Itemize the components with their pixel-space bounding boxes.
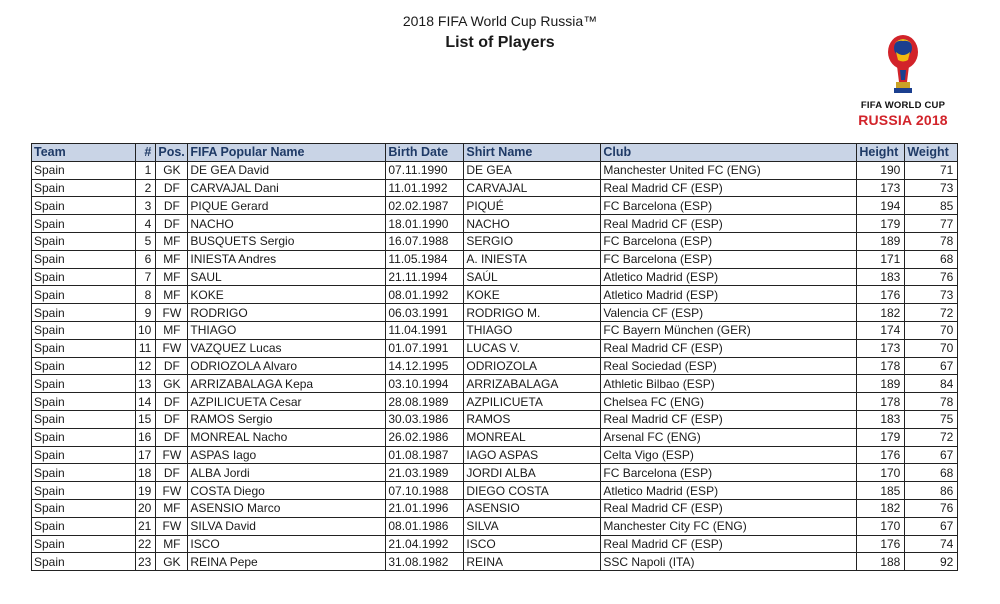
cell-birth-date: 07.10.1988 xyxy=(386,482,464,500)
cell-position: GK xyxy=(156,161,188,179)
cell-team: Spain xyxy=(32,357,136,375)
cell-height: 170 xyxy=(857,517,905,535)
table-row xyxy=(32,499,958,517)
cell-number: 2 xyxy=(136,179,156,197)
cell-club: Real Madrid CF (ESP) xyxy=(601,499,857,517)
cell-club: Manchester United FC (ENG) xyxy=(601,161,857,179)
cell-team: Spain xyxy=(32,197,136,215)
cell-team: Spain xyxy=(32,428,136,446)
cell-position: MF xyxy=(156,268,188,286)
cell-number: 3 xyxy=(136,197,156,215)
cell-popular-name: SILVA David xyxy=(188,517,386,535)
cell-popular-name: INIESTA Andres xyxy=(188,250,386,268)
cell-popular-name: ISCO xyxy=(188,535,386,553)
cell-team: Spain xyxy=(32,161,136,179)
cell-team: Spain xyxy=(32,499,136,517)
cell-height: 178 xyxy=(857,393,905,411)
cell-club: Real Sociedad (ESP) xyxy=(601,357,857,375)
cell-popular-name: ALBA Jordi xyxy=(188,464,386,482)
cell-height: 179 xyxy=(857,215,905,233)
cell-team: Spain xyxy=(32,410,136,428)
cell-weight: 72 xyxy=(905,304,958,322)
cell-shirt-name: NACHO xyxy=(464,215,601,233)
cell-popular-name: ODRIOZOLA Alvaro xyxy=(188,357,386,375)
cell-height: 189 xyxy=(857,232,905,250)
cell-height: 171 xyxy=(857,250,905,268)
cell-height: 179 xyxy=(857,428,905,446)
cell-number: 13 xyxy=(136,375,156,393)
cell-weight: 85 xyxy=(905,197,958,215)
cell-number: 17 xyxy=(136,446,156,464)
column-header-position: Pos. xyxy=(156,144,188,162)
cell-club: Real Madrid CF (ESP) xyxy=(601,535,857,553)
players-table-body xyxy=(32,161,958,570)
cell-weight: 70 xyxy=(905,321,958,339)
table-row xyxy=(32,321,958,339)
cell-position: GK xyxy=(156,375,188,393)
cell-popular-name: THIAGO xyxy=(188,321,386,339)
cell-birth-date: 11.01.1992 xyxy=(386,179,464,197)
cell-shirt-name: ARRIZABALAGA xyxy=(464,375,601,393)
cell-position: DF xyxy=(156,464,188,482)
cell-shirt-name: AZPILICUETA xyxy=(464,393,601,411)
cell-birth-date: 18.01.1990 xyxy=(386,215,464,233)
cell-number: 15 xyxy=(136,410,156,428)
cell-shirt-name: RAMOS xyxy=(464,410,601,428)
cell-club: Athletic Bilbao (ESP) xyxy=(601,375,857,393)
cell-shirt-name: PIQUÉ xyxy=(464,197,601,215)
cell-height: 173 xyxy=(857,339,905,357)
cell-weight: 67 xyxy=(905,357,958,375)
cell-position: DF xyxy=(156,197,188,215)
cell-number: 23 xyxy=(136,553,156,571)
cell-number: 16 xyxy=(136,428,156,446)
cell-weight: 68 xyxy=(905,464,958,482)
table-row xyxy=(32,250,958,268)
cell-birth-date: 02.02.1987 xyxy=(386,197,464,215)
cell-shirt-name: LUCAS V. xyxy=(464,339,601,357)
cell-weight: 73 xyxy=(905,179,958,197)
cell-birth-date: 21.04.1992 xyxy=(386,535,464,553)
cell-birth-date: 06.03.1991 xyxy=(386,304,464,322)
cell-weight: 84 xyxy=(905,375,958,393)
cell-height: 189 xyxy=(857,375,905,393)
cell-position: DF xyxy=(156,179,188,197)
cell-club: FC Barcelona (ESP) xyxy=(601,464,857,482)
cell-shirt-name: CARVAJAL xyxy=(464,179,601,197)
cell-number: 7 xyxy=(136,268,156,286)
cell-popular-name: COSTA Diego xyxy=(188,482,386,500)
cell-popular-name: REINA Pepe xyxy=(188,553,386,571)
cell-team: Spain xyxy=(32,482,136,500)
trophy-emblem-icon xyxy=(838,30,968,100)
column-header-number: # xyxy=(136,144,156,162)
cell-number: 20 xyxy=(136,499,156,517)
cell-popular-name: DE GEA David xyxy=(188,161,386,179)
cell-club: Atletico Madrid (ESP) xyxy=(601,286,857,304)
cell-position: MF xyxy=(156,321,188,339)
cell-birth-date: 21.03.1989 xyxy=(386,464,464,482)
cell-position: MF xyxy=(156,232,188,250)
table-row xyxy=(32,393,958,411)
cell-number: 19 xyxy=(136,482,156,500)
cell-birth-date: 26.02.1986 xyxy=(386,428,464,446)
cell-team: Spain xyxy=(32,321,136,339)
cell-number: 6 xyxy=(136,250,156,268)
cell-popular-name: RODRIGO xyxy=(188,304,386,322)
cell-birth-date: 08.01.1992 xyxy=(386,286,464,304)
cell-shirt-name: A. INIESTA xyxy=(464,250,601,268)
cell-shirt-name: DIEGO COSTA xyxy=(464,482,601,500)
table-row xyxy=(32,304,958,322)
table-row xyxy=(32,268,958,286)
column-header-team: Team xyxy=(32,144,136,162)
cell-birth-date: 21.11.1994 xyxy=(386,268,464,286)
cell-shirt-name: ASENSIO xyxy=(464,499,601,517)
cell-club: Real Madrid CF (ESP) xyxy=(601,339,857,357)
cell-position: MF xyxy=(156,250,188,268)
document-title: List of Players xyxy=(445,34,555,51)
cell-club: Arsenal FC (ENG) xyxy=(601,428,857,446)
cell-club: SSC Napoli (ITA) xyxy=(601,553,857,571)
cell-club: Valencia CF (ESP) xyxy=(601,304,857,322)
cell-birth-date: 11.04.1991 xyxy=(386,321,464,339)
cell-shirt-name: SAÚL xyxy=(464,268,601,286)
cell-position: DF xyxy=(156,215,188,233)
cell-popular-name: PIQUE Gerard xyxy=(188,197,386,215)
cell-height: 185 xyxy=(857,482,905,500)
cell-position: FW xyxy=(156,446,188,464)
column-header-popular-name: FIFA Popular Name xyxy=(188,144,386,162)
world-cup-logo xyxy=(838,30,968,134)
cell-shirt-name: ISCO xyxy=(464,535,601,553)
cell-team: Spain xyxy=(32,553,136,571)
cell-birth-date: 16.07.1988 xyxy=(386,232,464,250)
cell-weight: 74 xyxy=(905,535,958,553)
table-row xyxy=(32,215,958,233)
table-row xyxy=(32,197,958,215)
table-row xyxy=(32,339,958,357)
cell-position: DF xyxy=(156,357,188,375)
cell-weight: 68 xyxy=(905,250,958,268)
column-header-shirt-name: Shirt Name xyxy=(464,144,601,162)
cell-number: 11 xyxy=(136,339,156,357)
table-row xyxy=(32,428,958,446)
cell-popular-name: BUSQUETS Sergio xyxy=(188,232,386,250)
cell-weight: 77 xyxy=(905,215,958,233)
cell-weight: 86 xyxy=(905,482,958,500)
table-row xyxy=(32,410,958,428)
cell-popular-name: RAMOS Sergio xyxy=(188,410,386,428)
cell-number: 8 xyxy=(136,286,156,304)
cell-shirt-name: SERGIO xyxy=(464,232,601,250)
cell-height: 174 xyxy=(857,321,905,339)
cell-height: 178 xyxy=(857,357,905,375)
cell-birth-date: 03.10.1994 xyxy=(386,375,464,393)
cell-shirt-name: REINA xyxy=(464,553,601,571)
table-row xyxy=(32,482,958,500)
table-row xyxy=(32,517,958,535)
cell-number: 9 xyxy=(136,304,156,322)
cell-club: Real Madrid CF (ESP) xyxy=(601,215,857,233)
cell-popular-name: CARVAJAL Dani xyxy=(188,179,386,197)
cell-position: MF xyxy=(156,499,188,517)
cell-weight: 67 xyxy=(905,446,958,464)
table-row xyxy=(32,286,958,304)
cell-number: 12 xyxy=(136,357,156,375)
cell-shirt-name: ODRIOZOLA xyxy=(464,357,601,375)
cell-team: Spain xyxy=(32,339,136,357)
cell-height: 170 xyxy=(857,464,905,482)
cell-number: 21 xyxy=(136,517,156,535)
cell-birth-date: 14.12.1995 xyxy=(386,357,464,375)
cell-position: FW xyxy=(156,339,188,357)
cell-team: Spain xyxy=(32,446,136,464)
cell-team: Spain xyxy=(32,179,136,197)
column-header-club: Club xyxy=(601,144,857,162)
cell-team: Spain xyxy=(32,464,136,482)
cell-number: 14 xyxy=(136,393,156,411)
column-header-weight: Weight xyxy=(905,144,958,162)
cell-height: 183 xyxy=(857,268,905,286)
cell-height: 176 xyxy=(857,535,905,553)
cell-team: Spain xyxy=(32,286,136,304)
cell-height: 182 xyxy=(857,499,905,517)
cell-height: 176 xyxy=(857,446,905,464)
cell-popular-name: SAUL xyxy=(188,268,386,286)
table-row xyxy=(32,553,958,571)
document-subtitle: 2018 FIFA World Cup Russia™ xyxy=(402,13,598,29)
cell-shirt-name: MONREAL xyxy=(464,428,601,446)
cell-weight: 71 xyxy=(905,161,958,179)
cell-shirt-name: SILVA xyxy=(464,517,601,535)
cell-team: Spain xyxy=(32,268,136,286)
cell-popular-name: MONREAL Nacho xyxy=(188,428,386,446)
cell-shirt-name: THIAGO xyxy=(464,321,601,339)
cell-club: Celta Vigo (ESP) xyxy=(601,446,857,464)
cell-club: Real Madrid CF (ESP) xyxy=(601,179,857,197)
table-row xyxy=(32,535,958,553)
cell-position: FW xyxy=(156,482,188,500)
cell-number: 10 xyxy=(136,321,156,339)
cell-height: 190 xyxy=(857,161,905,179)
cell-club: FC Barcelona (ESP) xyxy=(601,232,857,250)
cell-birth-date: 28.08.1989 xyxy=(386,393,464,411)
table-row xyxy=(32,464,958,482)
cell-club: Manchester City FC (ENG) xyxy=(601,517,857,535)
cell-team: Spain xyxy=(32,250,136,268)
table-header-row xyxy=(32,144,958,162)
cell-club: Chelsea FC (ENG) xyxy=(601,393,857,411)
cell-weight: 78 xyxy=(905,393,958,411)
cell-birth-date: 11.05.1984 xyxy=(386,250,464,268)
cell-position: MF xyxy=(156,535,188,553)
cell-weight: 76 xyxy=(905,268,958,286)
cell-birth-date: 21.01.1996 xyxy=(386,499,464,517)
cell-shirt-name: IAGO ASPAS xyxy=(464,446,601,464)
cell-position: FW xyxy=(156,517,188,535)
cell-popular-name: ARRIZABALAGA Kepa xyxy=(188,375,386,393)
cell-popular-name: NACHO xyxy=(188,215,386,233)
logo-text-fifa-world-cup: FIFA WORLD CUP xyxy=(860,100,946,111)
cell-height: 183 xyxy=(857,410,905,428)
table-row xyxy=(32,446,958,464)
table-row xyxy=(32,357,958,375)
cell-shirt-name: JORDI ALBA xyxy=(464,464,601,482)
cell-club: Real Madrid CF (ESP) xyxy=(601,410,857,428)
cell-birth-date: 01.07.1991 xyxy=(386,339,464,357)
cell-team: Spain xyxy=(32,232,136,250)
cell-popular-name: ASENSIO Marco xyxy=(188,499,386,517)
cell-position: FW xyxy=(156,304,188,322)
cell-team: Spain xyxy=(32,535,136,553)
cell-club: FC Barcelona (ESP) xyxy=(601,250,857,268)
cell-popular-name: KOKE xyxy=(188,286,386,304)
cell-birth-date: 01.08.1987 xyxy=(386,446,464,464)
cell-birth-date: 08.01.1986 xyxy=(386,517,464,535)
cell-position: DF xyxy=(156,393,188,411)
cell-weight: 75 xyxy=(905,410,958,428)
cell-birth-date: 07.11.1990 xyxy=(386,161,464,179)
cell-position: DF xyxy=(156,428,188,446)
cell-weight: 73 xyxy=(905,286,958,304)
players-table xyxy=(31,143,958,571)
cell-height: 194 xyxy=(857,197,905,215)
cell-team: Spain xyxy=(32,304,136,322)
cell-team: Spain xyxy=(32,517,136,535)
cell-number: 1 xyxy=(136,161,156,179)
cell-popular-name: VAZQUEZ Lucas xyxy=(188,339,386,357)
table-row xyxy=(32,375,958,393)
cell-height: 182 xyxy=(857,304,905,322)
cell-club: Atletico Madrid (ESP) xyxy=(601,268,857,286)
cell-position: MF xyxy=(156,286,188,304)
logo-text-russia-2018: RUSSIA 2018 xyxy=(858,112,948,128)
cell-weight: 70 xyxy=(905,339,958,357)
cell-weight: 72 xyxy=(905,428,958,446)
cell-birth-date: 30.03.1986 xyxy=(386,410,464,428)
cell-club: FC Barcelona (ESP) xyxy=(601,197,857,215)
cell-shirt-name: KOKE xyxy=(464,286,601,304)
table-row xyxy=(32,232,958,250)
cell-team: Spain xyxy=(32,215,136,233)
cell-weight: 67 xyxy=(905,517,958,535)
cell-team: Spain xyxy=(32,375,136,393)
cell-number: 18 xyxy=(136,464,156,482)
table-row xyxy=(32,179,958,197)
cell-position: GK xyxy=(156,553,188,571)
cell-number: 5 xyxy=(136,232,156,250)
cell-popular-name: ASPAS Iago xyxy=(188,446,386,464)
cell-number: 22 xyxy=(136,535,156,553)
cell-weight: 76 xyxy=(905,499,958,517)
cell-shirt-name: DE GEA xyxy=(464,161,601,179)
cell-weight: 92 xyxy=(905,553,958,571)
column-header-birth-date: Birth Date xyxy=(386,144,464,162)
cell-shirt-name: RODRIGO M. xyxy=(464,304,601,322)
table-row xyxy=(32,161,958,179)
cell-weight: 78 xyxy=(905,232,958,250)
column-header-height: Height xyxy=(857,144,905,162)
cell-height: 173 xyxy=(857,179,905,197)
cell-height: 176 xyxy=(857,286,905,304)
cell-club: FC Bayern München (GER) xyxy=(601,321,857,339)
cell-height: 188 xyxy=(857,553,905,571)
cell-team: Spain xyxy=(32,393,136,411)
cell-club: Atletico Madrid (ESP) xyxy=(601,482,857,500)
cell-position: DF xyxy=(156,410,188,428)
cell-birth-date: 31.08.1982 xyxy=(386,553,464,571)
cell-number: 4 xyxy=(136,215,156,233)
cell-popular-name: AZPILICUETA Cesar xyxy=(188,393,386,411)
